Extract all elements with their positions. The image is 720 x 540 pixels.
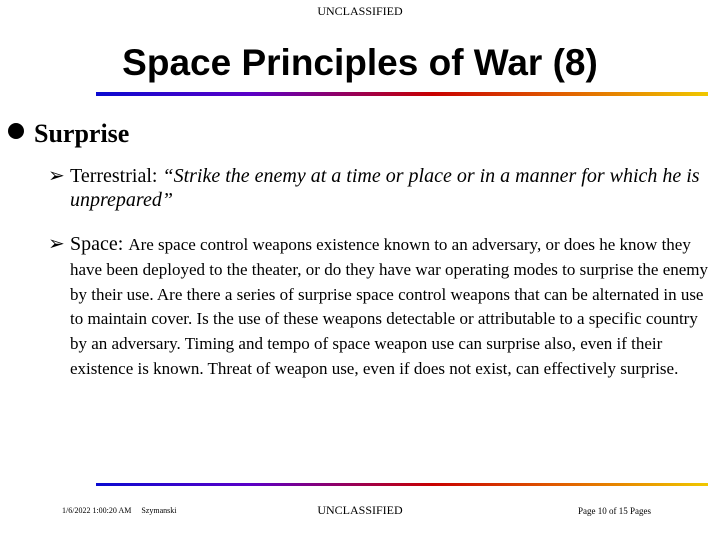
page-number: Page 10 of 15 Pages [578, 506, 651, 516]
arrow-bullet-icon: ➢ [48, 165, 65, 187]
classification-banner-bottom: UNCLASSIFIED [317, 503, 403, 517]
main-bullet [8, 118, 129, 150]
bullet-dot-icon [8, 123, 24, 139]
title-divider [96, 92, 708, 96]
sub-bullet-space [48, 232, 708, 381]
sub-bullet-terrestrial [48, 164, 708, 212]
footer-datetime: 1/6/2022 1:00:20 AM [62, 506, 132, 515]
sub-bullet-body [70, 164, 708, 212]
slide-title: Space Principles of War (8) [122, 42, 598, 83]
main-bullet-label: Surprise [34, 119, 130, 148]
sub-bullet-text: Are space control weapons existence known to an adversary, or does he know they have been deployed to the theater, or do they have war operating modes to surprise the enemy by their use. Are there a series of surprise space control weapons that can be alternated in use to maintain cover. Is the use of these weapons detectable or attributable to a specific country by an adversary. Timing and tempo of space weapon use can surprise also, even if their existence is known. Threat of weapon use, even if does not exist, can effectively surprise. [70, 235, 709, 378]
arrow-bullet-icon: ➢ [48, 233, 65, 255]
footer-divider [96, 483, 708, 486]
classification-banner-top: UNCLASSIFIED [317, 4, 403, 18]
sub-bullet-lead: Space: [70, 233, 124, 255]
sub-bullet-text: “Strike the enemy at a time or place or in a manner for which he is unprepared” [70, 165, 700, 211]
sub-bullet-body [70, 232, 708, 381]
sub-bullet-lead: Terrestrial: [70, 165, 158, 187]
footer-author: Szymanski [141, 506, 177, 515]
